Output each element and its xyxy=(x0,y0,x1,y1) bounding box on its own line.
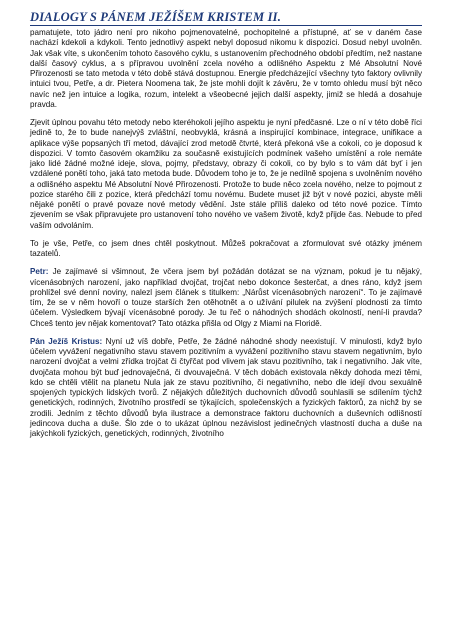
running-header: DIALOGY S PÁNEM JEŽÍŠEM KRISTEM II. xyxy=(30,10,282,24)
speaker-label: Pán Ježíš Kristus: xyxy=(30,336,103,346)
header-rule xyxy=(30,25,422,26)
paragraph-text: Nyní už víš dobře, Petře, že žádné náhodné shody neexistují. V minulosti, když bylo účelem vyvážení negativního stavu stavem pozitivním a vyvážení pozitivního stavu stavem negativním, bylo narození dvojčat a velmi zřídka trojčat či čtyřčat pod vlivem jak stavu pozitivního, tak i negativního. Jak víte, dvojčata mohou být buď jednovaječná, či dvouvaječná. V těch dobách existovala někdy dohoda mezi těmi, kdo se chtěli vtělit na planetu Nula jak ze stavu pozitivního, či negativního, nebo dle idejí dvou sexuálně spojených typických lidských tvorů. Z nějakých důležitých duchovních důvodů souhlasili se sdílením týchž genetických, rodinných, životního prostředí se týkajících, společenských a fyzických faktorů, za nichž by se zrodili. Jedním z těchto důvodů byla ilustrace a demonstrace faktoru duchovních a duševních odlišností jedincova ducha a duše. Šlo zde o to ukázat úplnou nezávislost jedinečných vlastností ducha a duše na jakýchkoli fyzických, genetických, rodinných, životního xyxy=(30,336,423,438)
paragraph xyxy=(30,28,422,110)
paragraph-text: Zjevit úplnou povahu této metody nebo kteréhokoli jejího aspektu je nyní předčasné. Lze o ní v této době říci jedině to, že to bude nanejvýš zvláštní, neobvyklá, krásná a inspirující kombinace, integrace, unifikace a aplikace výše popsaných tří metod, dávající zrod metodě čtvrté, která překoná vše a cokoli, co je doposud k dispozici. V tomto časovém okamžiku za současně existujících podmínek vašeho umístění a role nemáte jako lidé žádné možné ideje, slova, pojmy, představy, obrazy či cokoli, co by bylo s to vám dát byť i jen vzdálené ponětí toho, jaká tato metoda bude. Důvodem toho je to, že je nedílně spojena s uvolněním nového a odlišného aspektu Mé Absolutní Nové Přirozenosti. Protože to bude něco zcela nového, nelze to pojmout z pozice starého čili z pozice, která předchází tomu novému. Budete muset již být v nové pozici, abyste měli nějaké ponětí o pravé povaze nové metody vědění. Jste stále příliš daleko od této nové pozice. Tímto zjevením se však připravujete pro ustanovení toho nového ve vašem životě, když přijde čas. Nebude to před vaším odvoláním. xyxy=(30,118,422,230)
paragraph-text: pamatujete, toto jádro není pro nikoho pojmenovatelné, pochopitelné a přístupné, ať se v daném čase nachází kdekoli a kdykoli. Tento jednotlivý aspekt nebyl doposud nikomu k dispozici. Dosud nebyl uvolněn. Jak však víte, s ukončením tohoto časového cyklu, s ustanovením přechodného období předtím, než nastane další časový cyklus, a s přípravou uvolnění zcela nového a odlišného Aspektu z Mé Absolutní Nové Přirozenosti se tato metoda v této době stává dostupnou. Energie předcházející všechny tyto faktory ovlivnily intuici tvou, Petře, a dr. Pietera Noomena tak, že jste mohli dojít k závěru, že v tomto ohledu musí být něco navíc než jen intuice a logika, rozum, intelekt a všeobecné jejich další aspekty, jimiž se hledá a dosahuje pravda. xyxy=(30,28,422,109)
paragraph xyxy=(30,239,422,260)
paragraph xyxy=(30,337,422,440)
paragraph-text: Je zajímavé si všimnout, že včera jsem byl požádán dotázat se na význam, pokud je tu nějaký, vícenásobných narození, jako například dvojčat, trojčat nebo dokonce šesterčat, a dnes ráno, když jsem prohlížel své denní noviny, nalezl jsem článek s titulkem: „Nárůst vícenásobných narození“. To je zajímavé tím, že se v něm hovoří o touze starších žen otěhotnět a o užívání pilulek na zvýšení plodnosti za tímto účelem. Výsledkem bývají vícenásobné porody. Je tu řeč o náhodných shodách okolností, není-li pravda? Chceš tento jev nějak komentovat? Tato otázka přišla od Olgy z Miami na Floridě. xyxy=(30,267,422,328)
paragraph xyxy=(30,267,422,329)
document-body xyxy=(30,28,422,439)
paragraph xyxy=(30,118,422,231)
speaker-label: Petr: xyxy=(30,267,49,277)
paragraph-text: To je vše, Petře, co jsem dnes chtěl poskytnout. Můžeš pokračovat a zformulovat své otázky jménem tazatelů. xyxy=(30,238,422,258)
